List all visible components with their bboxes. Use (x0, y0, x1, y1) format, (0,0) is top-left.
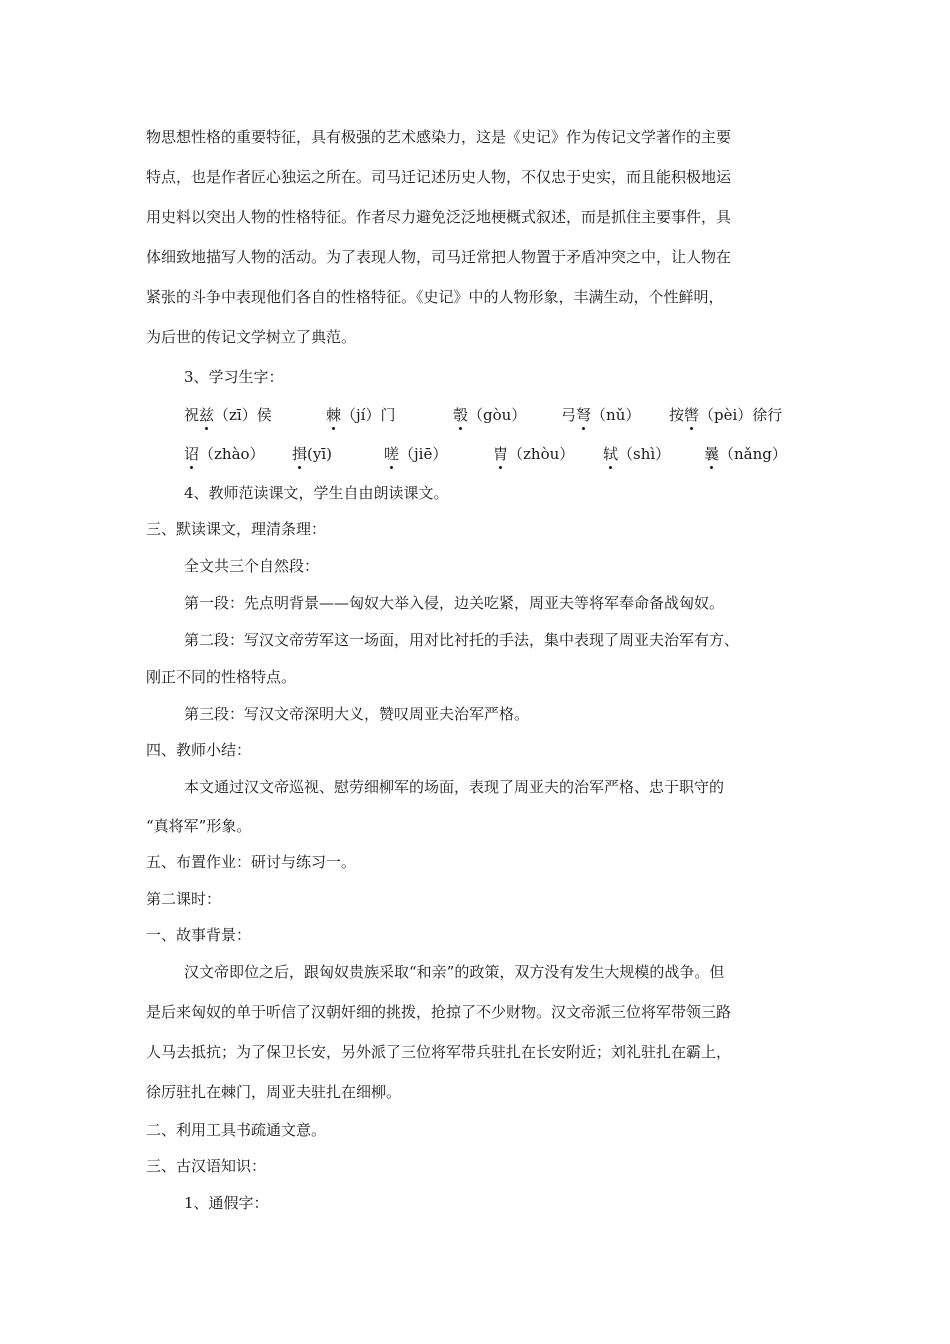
section-heading: 三、古汉语知识： (146, 1157, 267, 1175)
paragraph-line: 紧张的斗争中表现他们各自的性格特征。《史记》中的人物形象，丰满生动，个性鲜明， (146, 288, 724, 306)
section-heading: 四、教师小结： (146, 741, 252, 759)
vocab-entry: 棘（jí）门 (326, 406, 396, 424)
paragraph-line: 人马去抵抗；为了保卫长安，另外派了三位将军带兵驻扎在长安附近；刘礼驻扎在霸上， (146, 1043, 732, 1061)
vocab-entry: 揖(yī) (292, 445, 332, 463)
section-heading: 三、默读课文，理清条理： (146, 520, 327, 538)
paragraph-line: 是后来匈奴的单于听信了汉朝奸细的挑拨，抢掠了不少财物。汉文帝派三位将军带领三路 (146, 1003, 732, 1021)
item-heading: 3、学习生字： (184, 368, 284, 386)
paragraph-line: “真将军”形象。 (146, 817, 252, 835)
paragraph-line: 第二段：写汉文帝劳军这一场面，用对比衬托的手法，集中表现了周亚夫治军有方、 (184, 631, 740, 649)
section-heading: 二、利用工具书疏通文意。 (146, 1121, 327, 1139)
paragraph-line: 体细致地描写人物的活动。为了表现人物，司马迁常把人物置于矛盾冲突之中，让人物在 (146, 248, 732, 266)
lesson-heading: 第二课时： (146, 890, 222, 908)
vocab-entry: 胄（zhòu） (493, 445, 575, 463)
paragraph-line: 物思想性格的重要特征，具有极强的艺术感染力，这是《史记》作为传记文学著作的主要 (146, 128, 732, 146)
vocab-entry: 诏（zhào） (184, 445, 265, 463)
vocab-entry: 祝兹（zī）侯 (184, 406, 272, 424)
paragraph-line: 第一段：先点明背景——匈奴大举入侵，边关吃紧，周亚夫等将军奉命备战匈奴。 (184, 594, 725, 612)
vocab-entry: 轼（shì） (603, 445, 671, 463)
paragraph-line: 刚正不同的性格特点。 (146, 668, 297, 686)
vocab-entry: 嗟（jiē） (384, 445, 448, 463)
section-heading: 一、故事背景： (146, 926, 252, 944)
item-heading: 1、通假字： (184, 1194, 269, 1212)
paragraph-line: 用史料以突出人物的性格特征。作者尽力避免泛泛地梗概式叙述，而是抓住主要事件，具 (146, 208, 732, 226)
paragraph-line: 汉文帝即位之后，跟匈奴贵族采取“和亲”的政策，双方没有发生大规模的战争。但 (184, 963, 725, 981)
paragraph-line: 为后世的传记文学树立了典范。 (146, 328, 357, 346)
vocab-entry: 弓弩（nǔ） (561, 406, 641, 424)
vocab-entry: 曩（nǎng） (704, 445, 787, 463)
paragraph-line: 徐厉驻扎在棘门，周亚夫驻扎在细柳。 (146, 1083, 402, 1101)
vocab-entry: 按辔（pèi）徐行 (669, 406, 783, 424)
paragraph-line: 本文通过汉文帝巡视、慰劳细柳军的场面，表现了周亚夫的治军严格、忠于职守的 (184, 778, 725, 796)
section-heading: 五、布置作业：研讨与练习一。 (146, 853, 357, 871)
paragraph-line: 全文共三个自然段： (184, 557, 320, 575)
paragraph-line: 第三段：写汉文帝深明大义，赞叹周亚夫治军严格。 (184, 705, 530, 723)
paragraph-line: 特点，也是作者匠心独运之所在。司马迁记述历史人物，不仅忠于史实，而且能积极地运 (146, 168, 732, 186)
item-text: 4、教师范读课文，学生自由朗读课文。 (184, 484, 449, 502)
vocab-entry: 彀（gòu） (453, 406, 527, 424)
